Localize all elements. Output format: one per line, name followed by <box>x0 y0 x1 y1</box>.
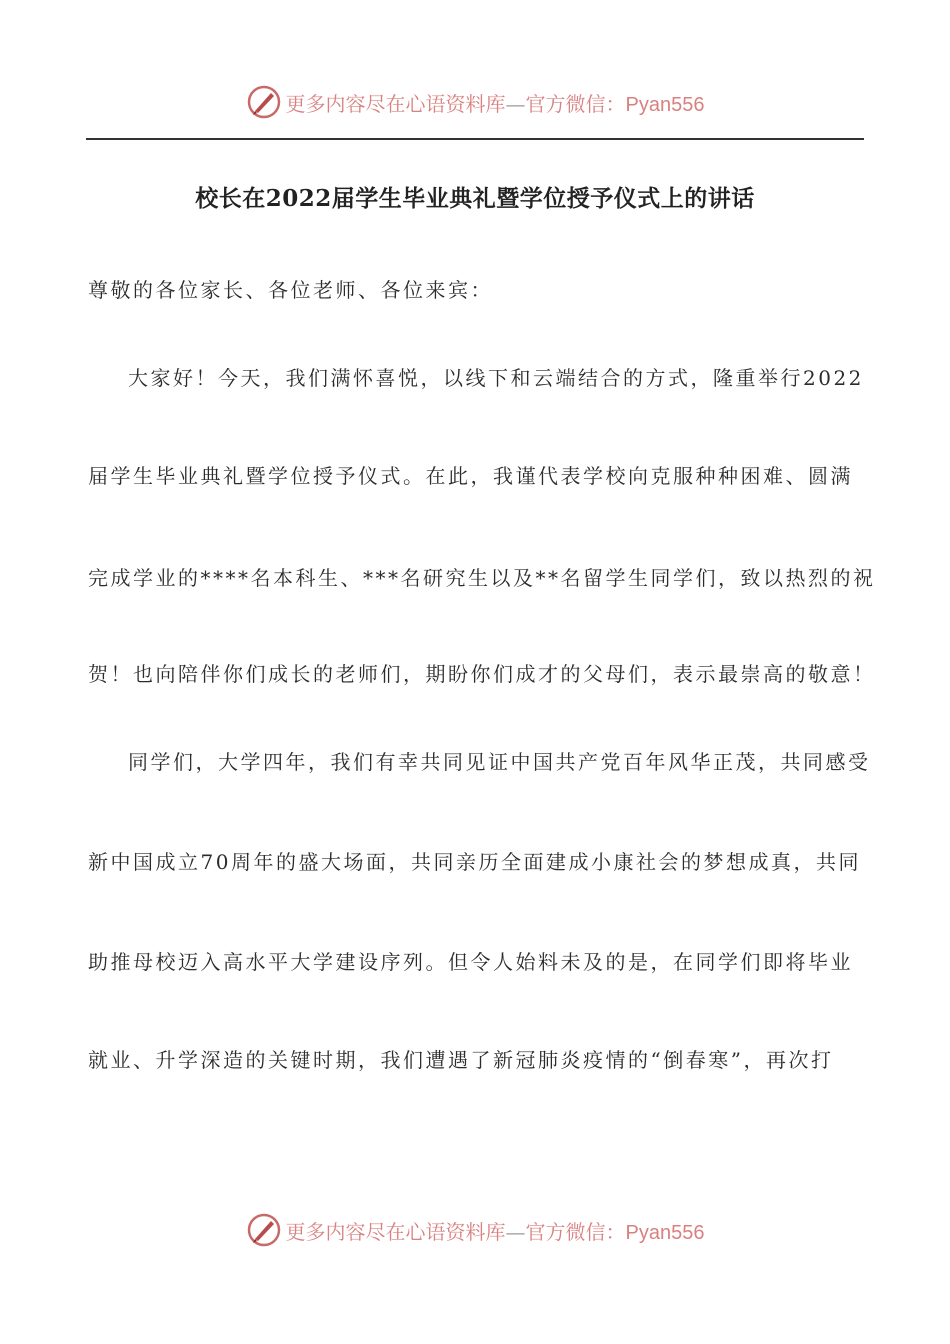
quill-logo-icon <box>246 1212 282 1248</box>
footer-banner <box>0 1208 950 1252</box>
banner-wechat-label: 官方微信： <box>525 1219 626 1244</box>
paragraph-line: 同学们，大学四年，我们有幸共同见证中国共产党百年风华正茂，共同感受 <box>128 750 871 774</box>
banner-wechat-id: Pyan556 <box>625 1221 705 1244</box>
header-banner <box>0 80 950 124</box>
paragraph-line: 大家好！今天，我们满怀喜悦，以线下和云端结合的方式，隆重举行2022 <box>128 366 864 390</box>
banner-wechat-id: Pyan556 <box>625 93 705 116</box>
paragraph-line: 新中国成立70周年的盛大场面，共同亲历全面建成小康社会的梦想成真，共同 <box>88 850 861 874</box>
paragraph-line: 完成学业的****名本科生、***名研究生以及**名留学生同学们，致以热烈的祝 <box>88 566 876 590</box>
banner-dash: — <box>505 1219 526 1244</box>
paragraph-line: 贺！也向陪伴你们成长的老师们，期盼你们成才的父母们，表示最崇高的敬意！ <box>88 662 876 686</box>
banner-wechat-label: 官方微信： <box>525 91 626 116</box>
quill-logo-icon <box>246 84 282 120</box>
banner-dash: — <box>505 91 526 116</box>
paragraph-line: 助推母校迈入高水平大学建设序列。但令人始料未及的是，在同学们即将毕业 <box>88 950 853 974</box>
header-divider <box>86 138 864 140</box>
paragraph-line: 就业、升学深造的关键时期，我们遭遇了新冠肺炎疫情的“倒春寒”，再次打 <box>88 1048 834 1072</box>
salutation: 尊敬的各位家长、各位老师、各位来宾： <box>88 278 493 302</box>
banner-site-name: 更多内容尽在心语资料库 <box>285 1219 506 1244</box>
banner-site-name: 更多内容尽在心语资料库 <box>285 91 506 116</box>
document-title: 校长在2022届学生毕业典礼暨学位授予仪式上的讲话 <box>195 185 755 212</box>
paragraph-line: 届学生毕业典礼暨学位授予仪式。在此，我谨代表学校向克服种种困难、圆满 <box>88 464 853 488</box>
